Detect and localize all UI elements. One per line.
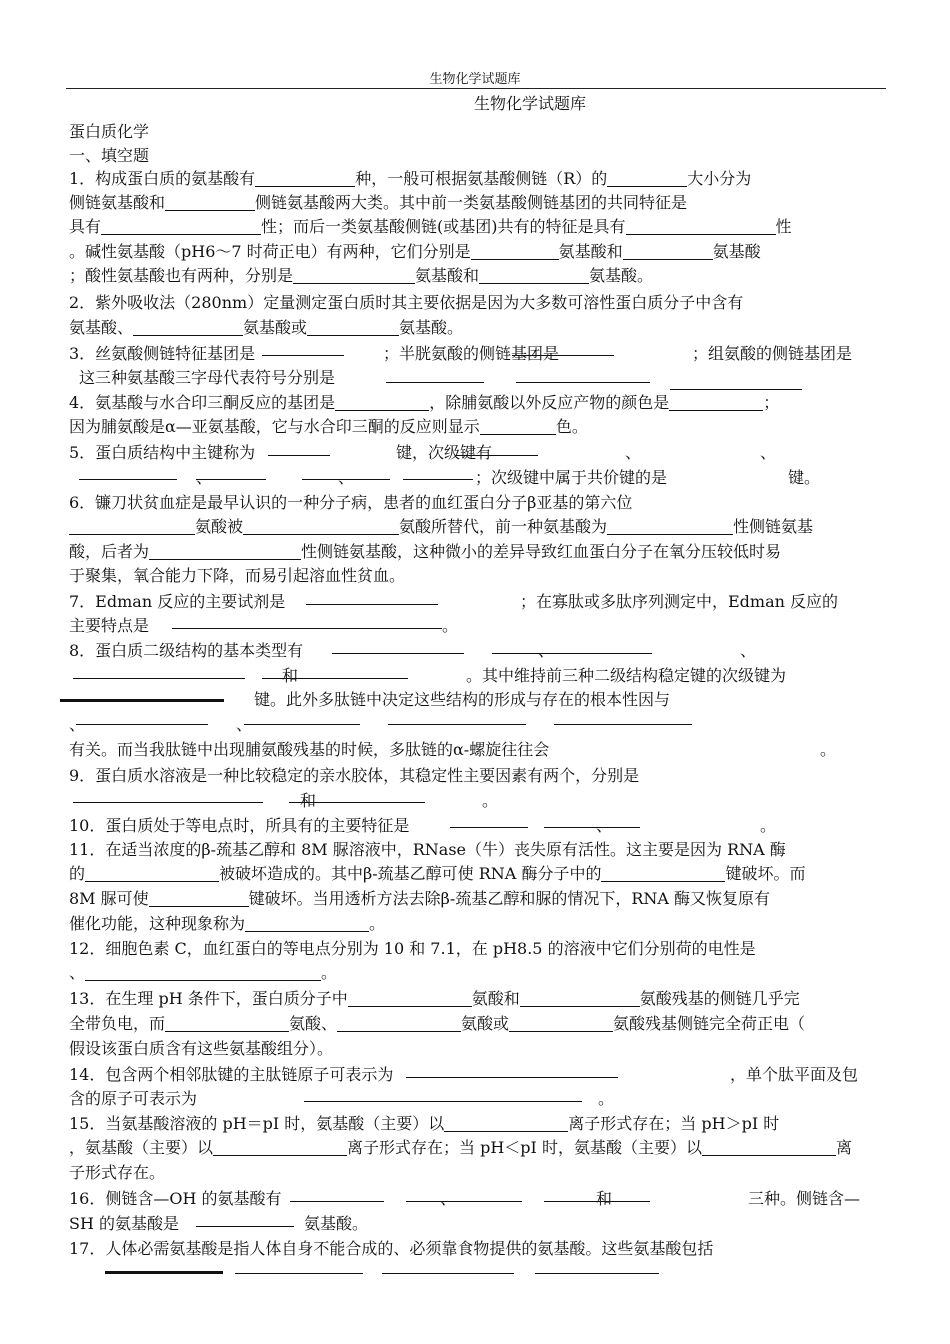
blank[interactable] xyxy=(85,864,219,882)
blank[interactable] xyxy=(133,318,243,336)
q1-line5: ；酸性氨基酸也有两种，分别是 氨基酸和 氨基酸。 xyxy=(69,266,654,285)
q2-line2: 氨基酸、 氨基酸或 氨基酸。 xyxy=(69,318,464,337)
blank[interactable] xyxy=(165,1014,289,1032)
blank[interactable] xyxy=(335,393,429,411)
blank[interactable] xyxy=(262,678,408,679)
q15-line3: 子形式存在。 xyxy=(69,1163,166,1182)
q8-line2: 。其中维持前三种二级结构稳定键的次级键为 xyxy=(466,666,787,685)
q10-end: 。 xyxy=(760,816,777,835)
q3-line1a: 3．丝氨酸侧链特征基团是 xyxy=(69,344,256,363)
q8-and: 和 xyxy=(282,666,299,685)
blank[interactable] xyxy=(73,802,263,803)
q12-line1: 12．细胞色素 C，血红蛋白的等电点分别为 10 和 7.1，在 pH8.5 的溶液中它们分别荷的电性是 xyxy=(69,939,756,958)
blank[interactable] xyxy=(554,724,692,725)
blank[interactable] xyxy=(388,724,526,725)
blank[interactable] xyxy=(289,802,425,803)
blank[interactable] xyxy=(306,604,438,605)
blank[interactable] xyxy=(456,455,538,456)
blank[interactable] xyxy=(406,1077,618,1078)
blank[interactable] xyxy=(337,1014,461,1032)
q8-comma3: 、 xyxy=(69,715,86,734)
blank[interactable] xyxy=(79,479,177,480)
q5-comma2: 、 xyxy=(760,443,777,462)
blank[interactable] xyxy=(520,989,640,1007)
blank[interactable] xyxy=(406,1201,522,1202)
running-header: 生物化学试题库 xyxy=(429,72,521,87)
q3-line2: 这三种氨基酸三字母代表符号分别是 xyxy=(79,368,336,387)
q5-line1b: 键，次级键有 xyxy=(396,443,493,462)
blank[interactable] xyxy=(471,242,559,260)
q8-line4: 有关。而当我肽链中出现脯氨酸残基的时候，多肽链的α-螺旋往往会 xyxy=(69,740,550,759)
q16-line2: SH 的氨基酸是 xyxy=(69,1214,180,1233)
blank[interactable] xyxy=(243,517,399,535)
blank[interactable] xyxy=(382,1273,514,1274)
blank[interactable] xyxy=(492,653,652,654)
blank[interactable] xyxy=(196,479,266,480)
q10-comma: 、 xyxy=(596,816,613,835)
blank[interactable] xyxy=(509,1014,613,1032)
q8-comma4: 、 xyxy=(236,715,253,734)
q1-line1: 1．构成蛋白质的氨基酸有 种，一般可根据氨基酸侧链（R）的 大小分为 xyxy=(69,169,752,188)
q15-line1: 15．当氨基酸溶液的 pH＝pI 时，氨基酸（主要）以 离子形式存在；当 pH＞pI 时 xyxy=(69,1114,780,1133)
blank[interactable] xyxy=(535,1273,659,1274)
q1-line2: 侧链氨基酸和 侧链氨基酸两大类。其中前一类氨基酸侧链基团的共同特征是 xyxy=(69,193,688,212)
blank[interactable] xyxy=(626,217,776,235)
q5-line2: ；次级键中属于共价键的是 xyxy=(475,468,668,487)
q14-line2: 含的原子可表示为 xyxy=(69,1089,198,1108)
blank[interactable] xyxy=(544,827,640,828)
q16-line1b: 三种。侧链含— xyxy=(748,1189,861,1208)
q8-line4b: 。 xyxy=(820,740,837,759)
q12-line2: 、 。 xyxy=(69,963,338,982)
chapter-heading: 蛋白质化学 xyxy=(69,122,150,141)
q4-line2: 因为脯氨酸是α—亚氨基酸，它与水合印三酮的反应则显示 色。 xyxy=(69,417,588,436)
q16-comma: 、 xyxy=(440,1189,457,1208)
q6-line4: 于聚集，氧合能力下降，而易引起溶血性贫血。 xyxy=(69,566,406,585)
q11-line3: 8M 脲可使 键破坏。当用透析方法去除β-巯基乙醇和脲的情况下，RNA 酶又恢复原有 xyxy=(69,889,771,908)
q6-line2: 氨酸被 氨酸所替代，前一种氨基酸为 性侧链氨基 xyxy=(69,514,813,537)
blank[interactable] xyxy=(165,193,255,211)
blank[interactable] xyxy=(304,1101,582,1102)
blank[interactable] xyxy=(307,318,399,336)
blank[interactable] xyxy=(245,914,369,932)
blank[interactable] xyxy=(480,417,556,435)
blank[interactable] xyxy=(332,653,464,654)
q5-line2b: 键。 xyxy=(788,468,821,487)
q4-line1: 4．氨基酸与水合印三酮反应的基团是 ，除脯氨酸以外反应产物的颜色是 ； xyxy=(69,393,780,412)
q7-line1a: 7．Edman 反应的主要试剂是 xyxy=(69,592,286,611)
blank[interactable] xyxy=(105,1271,223,1274)
blank[interactable] xyxy=(255,169,355,187)
blank[interactable] xyxy=(268,455,330,456)
q5-comma4: 、 xyxy=(338,468,355,487)
q9-line2b: 。 xyxy=(482,791,499,810)
q13-line2: 全带负电，而 氨酸、 氨酸或 氨酸残基侧链完全荷正电（ xyxy=(69,1014,806,1033)
blank[interactable] xyxy=(293,266,415,284)
q5-comma1: 、 xyxy=(625,443,642,462)
blank[interactable] xyxy=(444,1114,568,1132)
q8-line3: 键。此外多肽链中决定这些结构的形成与存在的根本性因与 xyxy=(254,690,671,709)
blank[interactable] xyxy=(386,382,484,383)
q8-line1: 8．蛋白质二级结构的基本类型有 xyxy=(69,641,304,660)
q9-line1: 9．蛋白质水溶液是一种比较稳定的亲水胶体，其稳定性主要因素有两个，分别是 xyxy=(69,766,640,785)
header-rule xyxy=(66,88,886,89)
blank[interactable] xyxy=(302,479,390,480)
page-title: 生物化学试题库 xyxy=(473,94,586,113)
q11-line4: 催化功能，这种现象称为 。 xyxy=(69,914,386,933)
q6-line1: 6．镰刀状贫血症是最早认识的一种分子病，患者的血红蛋白分子β亚基的第六位 xyxy=(69,493,633,512)
q1-line3: 具有 性；而后一类氨基酸侧链(或基团)共有的特征是具有 性 xyxy=(69,217,792,236)
q15-line2: ，氨基酸（主要）以 离子形式存在；当 pH＜pI 时，氨基酸（主要）以 离 xyxy=(69,1138,852,1157)
blank[interactable] xyxy=(196,1226,294,1227)
q11-line2: 的 被破坏造成的。其中β-巯基乙醇可使 RNA 酶分子中的 键破坏。而 xyxy=(69,864,806,883)
blank[interactable] xyxy=(290,1201,384,1202)
q9-and: 和 xyxy=(300,791,317,810)
blank[interactable] xyxy=(669,393,763,411)
q14-line2b: 。 xyxy=(598,1089,615,1108)
blank[interactable] xyxy=(235,1273,363,1274)
q3-line1c: ；组氨酸的侧链基团是 xyxy=(692,344,853,363)
blank[interactable] xyxy=(512,355,614,356)
blank[interactable] xyxy=(262,355,344,356)
q13-line1: 13．在生理 pH 条件下，蛋白质分子中 氨酸和 氨酸残基的侧链几乎完 xyxy=(69,989,800,1008)
blank[interactable] xyxy=(607,517,733,535)
blank[interactable] xyxy=(73,678,245,679)
blank[interactable] xyxy=(516,382,650,383)
blank[interactable] xyxy=(607,169,687,187)
blank[interactable] xyxy=(149,542,301,560)
q6-line3: 酸，后者为 性侧链氨基酸，这种微小的差异导致红血蛋白分子在氧分压较低时易 xyxy=(69,542,782,561)
q3-line1b: ；半胱氨酸的侧链基团是 xyxy=(383,344,560,363)
blank[interactable] xyxy=(244,724,360,725)
q7-line2: 主要特点是 xyxy=(69,616,150,635)
blank[interactable] xyxy=(601,864,725,882)
q16-line1: 16．侧链含—OH 的氨基酸有 xyxy=(69,1189,282,1208)
blank[interactable] xyxy=(76,724,208,725)
q14-line1: 14．包含两个相邻肽键的主肽链原子可表示为 xyxy=(69,1065,394,1084)
q13-line3: 假设该蛋白质含有这些氨基酸组分）。 xyxy=(69,1039,334,1058)
q16-line2b: 氨基酸。 xyxy=(304,1214,369,1233)
blank[interactable] xyxy=(149,889,249,907)
q8-comma1: 、 xyxy=(538,641,555,660)
q16-and: 和 xyxy=(596,1189,613,1208)
blank[interactable] xyxy=(69,517,195,535)
q2-line1: 2．紫外吸收法（280nm）定量测定蛋白质时其主要依据是因为大多数可溶性蛋白质分子中含有 xyxy=(69,293,744,312)
q7-line2b: 。 xyxy=(442,616,459,635)
q7-line1b: ；在寡肽或多肽序列测定中，Edman 反应的 xyxy=(520,592,839,611)
q11-line1: 11．在适当浓度的β-巯基乙醇和 8M 脲溶液中，RNase（牛）丧失原有活性。这主要是因为 RNA 酶 xyxy=(69,840,786,859)
blank[interactable] xyxy=(623,242,713,260)
blank[interactable] xyxy=(60,699,224,702)
blank[interactable] xyxy=(101,217,261,235)
q10-line1: 10．蛋白质处于等电点时，所具有的主要特征是 xyxy=(69,816,410,835)
blank[interactable] xyxy=(544,1201,650,1202)
blank[interactable] xyxy=(403,479,473,480)
q14-line1b: ，单个肽平面及包 xyxy=(730,1065,859,1084)
section-heading: 一、填空题 xyxy=(69,146,150,165)
blank[interactable] xyxy=(479,266,589,284)
blank[interactable] xyxy=(702,1138,836,1156)
blank[interactable] xyxy=(85,963,321,981)
q5-comma3: 、 xyxy=(196,468,213,487)
q1-line4: 。碱性氨基酸（pH6～7 时荷正电）有两种，它们分别是 氨基酸和 氨基酸 xyxy=(69,242,761,261)
q17-line1: 17．人体必需氨基酸是指人体自身不能合成的、必须靠食物提供的氨基酸。这些氨基酸包括 xyxy=(69,1239,714,1258)
blank[interactable] xyxy=(213,1138,347,1156)
q5-line1a: 5．蛋白质结构中主键称为 xyxy=(69,443,256,462)
blank[interactable] xyxy=(172,628,442,629)
q8-comma2: 、 xyxy=(740,641,757,660)
blank[interactable] xyxy=(450,827,528,828)
blank[interactable] xyxy=(348,989,472,1007)
